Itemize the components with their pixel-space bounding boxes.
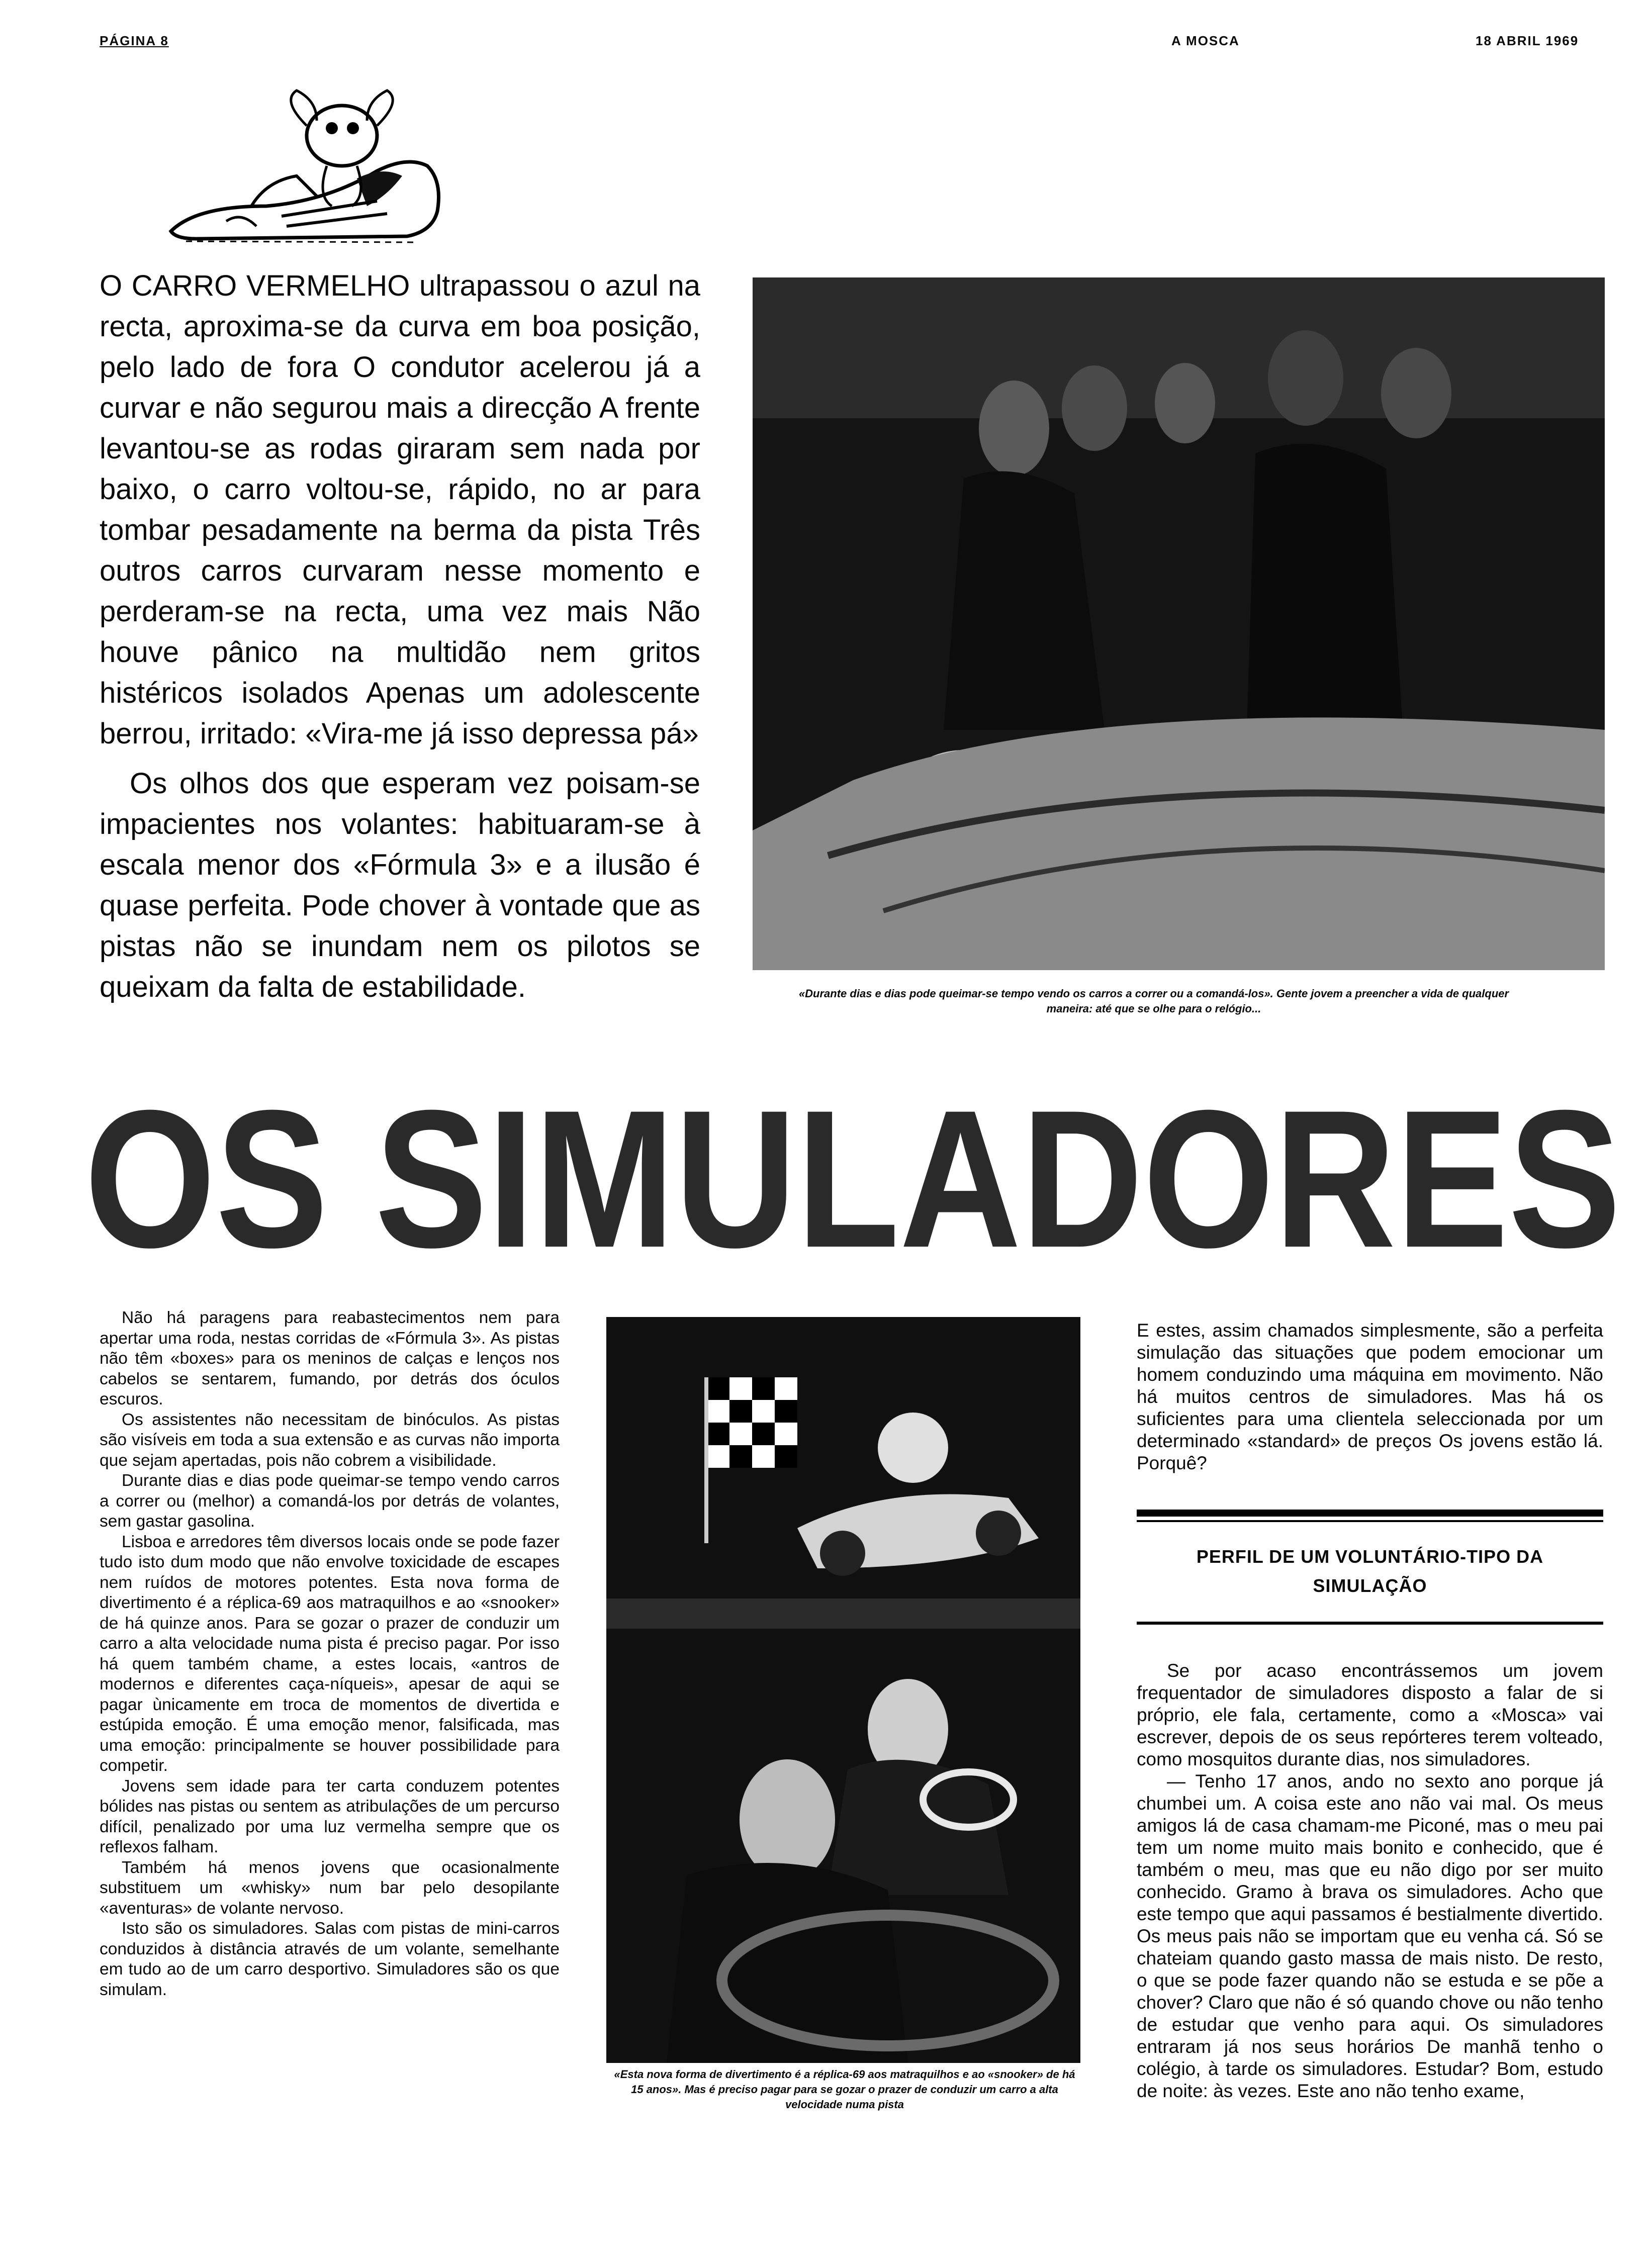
shoe-fly-illustration	[166, 80, 447, 246]
box-bottom-rule	[1137, 1622, 1603, 1625]
lead-paragraph: O CARRO VERMELHO ultrapassou o azul na recta, aproxima-se da curva em boa posição, pelo lado de fora O condutor acelerou já a curvar e não segurou mais a direcção A frente levantou-se as rodas giraram sem nada por baixo, o carro voltou-se, rápido, no ar para tombar pesadamente na berma da pista Três outros carros curvaram nesse momento e perderam-se na recta, uma vez mais Não houve pânico na multidão nem gritos histéricos isolados Apenas um adolescente berrou, irritado: «Vira-me já isso depressa pá»	[100, 269, 700, 750]
box-top-rule	[1137, 1510, 1603, 1517]
left-column	[100, 1308, 560, 2000]
page-number: PÁGINA 8	[100, 33, 169, 48]
box-top-rule-thin	[1137, 1520, 1603, 1522]
photo-arcade-crowd-image	[753, 277, 1605, 970]
column-paragraph: Os assistentes não necessitam de binóculos. As pistas são visíveis em toda a sua extensão e as curvas não importa que sejam apertadas, pois não cobrem a visibilidade.	[100, 1410, 560, 1470]
profile-box-title: PERFIL DE UM VOLUNTÁRIO-TIPO DA SIMULAÇÃO	[1196, 1546, 1544, 1596]
column-paragraph: Se por acaso encontrássemos um jovem frequentador de simuladores disposto a falar de si próprio, ele fala, certamente, como a «Mosca» vai escrever, depois de os seus repórteres terem volteado, como mosquitos durante dias, nos simuladores.	[1137, 1660, 1603, 1769]
photo-simulator-players	[606, 1317, 1080, 2063]
column-paragraph: Durante dias e dias pode queimar-se tempo vendo carros a correr ou (melhor) a comandá-los por detrás de volantes, sem gastar gasolina.	[100, 1471, 560, 1531]
column-paragraph: Isto são os simuladores. Salas com pistas de mini-carros conduzidos à distância através de um volante, semelhante em tudo ao de um carro desportivo. Simuladores são os que simulam.	[100, 1919, 560, 1999]
publication-name: A MOSCA	[1171, 33, 1240, 48]
lead-paragraph: Os olhos dos que esperam vez poisam-se impacientes nos volantes: habituaram-se à escala menor dos «Fórmula 3» e a ilusão é quase perfeita. Pode chover à vontade que as pistas não se inundam nem os pilotos se queixam da falta de estabilidade.	[100, 767, 700, 1003]
right-column	[1137, 1660, 1603, 2102]
photo-arcade-crowd	[753, 277, 1605, 970]
photo-top-caption: «Durante dias e dias pode queimar-se tempo vendo os carros a correr ou a comandá-los». Gente jovem a preencher a vida de qualquer maneira: até que se olhe para o relógio...	[798, 987, 1509, 1015]
column-paragraph: Também há menos jovens que ocasionalmente substituem um «whisky» num bar pelo desopilante «aventuras» de volante nervoso.	[100, 1858, 560, 1918]
column-paragraph: Jovens sem idade para ter carta conduzem potentes bólides nas pistas ou sentem as atribulações de um percurso difícil, penalizado por uma luz vermelha sempre que os reflexos falham.	[100, 1776, 560, 1856]
photo-simulator-players-image	[606, 1317, 1080, 2063]
column-paragraph: — Tenho 17 anos, ando no sexto ano porque já chumbei um. A coisa este ano não vai mal. Os meus amigos lá de casa chamam-me Piconé, mas o meu pai tem um nome muito mais bonito e conhecido, que é também o meu, mas que eu não digo por ser muito conhecido. Gramo à brava os simuladores. Acho que este tempo que aqui passamos é bestialmente divertido. Os meus pais não se importam que eu venha cá. Só se chateiam quando gasto massa de mais nisto. De resto, o que se pode fazer quando não se estuda e se põe a chover? Claro que não é só quando chove ou não tenho de estudar que venho para aqui. Os simuladores entraram já nos seus horários De manhã tenho o colégio, à tarde os simuladores. Estudar? Bom, estudo de noite: às vezes. Este ano não tenho exame,	[1137, 1771, 1603, 2101]
column-paragraph: Lisboa e arredores têm diversos locais onde se pode fazer tudo isto dum modo que não envolve toxicidade de escapes nem ruídos de motores potentes. Esta nova forma de divertimento é a réplica-69 aos matraquilhos e ao «snooker» de há quinze anos. Para se gozar o prazer de conduzir um carro a alta velocidade numa pista é preciso pagar. Por isso há quem também chame, a estes locais, «antros de modernos e diferentes caça-níqueis», apesar de aqui se pagar ùnicamente em troca de momentos de divertida e estúpida emoção. É uma emoção menor, falsificada, mas uma emoção: principalmente se houver possibilidade para competir.	[100, 1532, 560, 1775]
lead-text	[100, 265, 700, 1016]
headline-title: OS SIMULADORES	[84, 1069, 1621, 1288]
column-paragraph: Não há paragens para reabastecimentos nem para apertar uma roda, nestas corridas de «Fórmula 3». As pistas não têm «boxes» para os meninos de calças e lenços nos cabelos se sentarem, fumando, por detrás dos óculos escuros.	[100, 1308, 560, 1408]
right-column-intro: E estes, assim chamados simplesmente, são a perfeita simulação das situações que podem emocionar um homem conduzindo uma máquina em movimento. Não há muitos centros de simuladores. Mas há os suficientes para uma clientela seleccionada por um determinado «standard» de preços Os jovens estão lá. Porquê?	[1137, 1320, 1603, 1473]
photo-middle-caption: «Esta nova forma de divertimento é a réplica-69 aos matraquilhos e ao «snooker» de há 15 anos». Mas é preciso pagar para se gozar o prazer de conduzir um carro a alta velocidade numa pista	[614, 2068, 1075, 2111]
issue-date: 18 ABRIL 1969	[1476, 33, 1579, 48]
